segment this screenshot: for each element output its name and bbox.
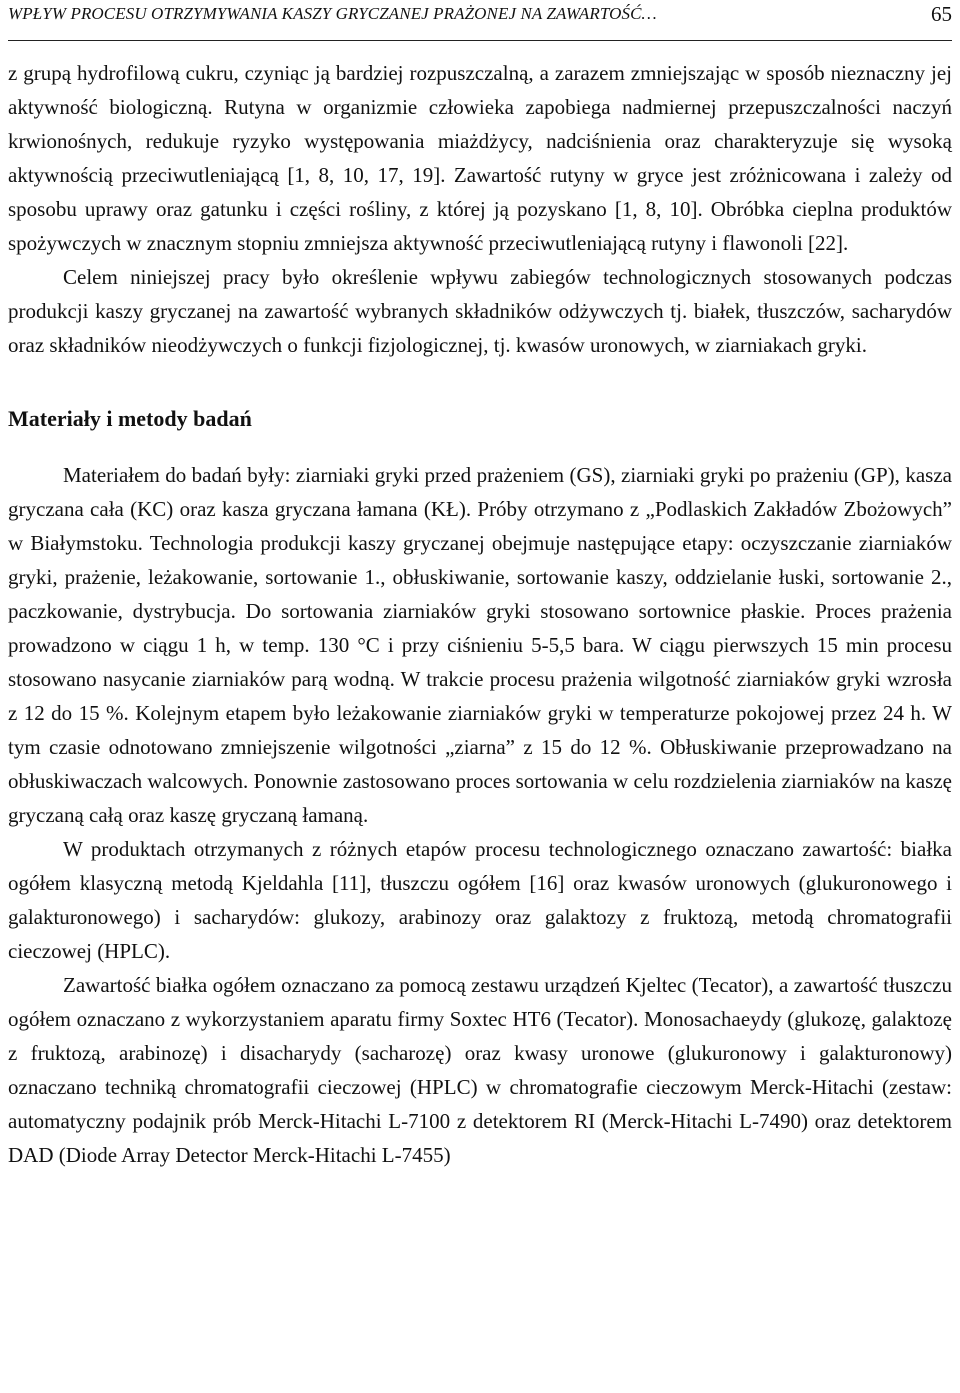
running-header xyxy=(8,0,952,41)
running-title: WPŁYW PROCESU OTRZYMYWANIA KASZY GRYCZANEJ PRAŻONEJ NA ZAWARTOŚĆ… xyxy=(8,4,657,23)
section-heading: Materiały i metody badań xyxy=(8,406,252,431)
body-paragraph: Materiałem do badań były: ziarniaki gryki przed prażeniem (GS), ziarniaki gryki po prażeniu (GP), kasza gryczana cała (KC) oraz kasza gryczana łamana (KŁ). Próby otrzymano z „Podlaskich Zakładów Zbożowych” w Białymstoku. Technologia produkcji kaszy gryczanej obejmuje następujące etapy: oczyszczanie ziarniaków gryki, prażenie, leżakowanie, sortowanie 1., obłuskiwanie, sortowanie kaszy, oddzielanie łuski, sortowanie 2., paczkowanie, dystrybucja. Do sortowania ziarniaków gryki stosowano sortownice płaskie. Proces prażenia prowadzono w ciągu 1 h, w temp. 130 °C i przy ciśnieniu 5-5,5 bara. W ciągu pierwszych 15 min procesu stosowano nasycanie ziarniaków parą wodną. W trakcie procesu prażenia wilgotność ziarniaków gryki wzrosła z 12 do 15 %. Kolejnym etapem było leżakowanie ziarniaków gryki w temperaturze pokojowej przez 24 h. W tym czasie odnotowano zmniejszenie wilgotności „ziarna” z 15 do 12 %. Obłuskiwanie przeprowadzano na obłuskiwaczach walcowych. Ponownie zastosowano proces sortowania w celu rozdzielenia ziarniaków na kaszę gryczaną całą oraz kaszę gryczaną łamaną. xyxy=(8,463,952,827)
page-number: 65 xyxy=(931,2,952,26)
body-paragraph: W produktach otrzymanych z różnych etapów procesu technologicznego oznaczano zawartość: białka ogółem klasyczną metodą Kjeldahla [11], tłuszczu ogółem [16] oraz kwasów uronowych (glukuronowego i galakturonowego) i sacharydów: glukozy, arabinozy oraz galaktozy z fruktozą, metodą chromatografii cieczowej (HPLC). xyxy=(8,837,952,963)
document-page xyxy=(8,0,952,1172)
body-paragraph: Celem niniejszej pracy było określenie wpływu zabiegów technologicznych stosowanych podczas produkcji kaszy gryczanej na zawartość wybranych składników odżywczych tj. białek, tłuszczów, sacharydów oraz składników nieodżywczych o funkcji fizjologicznej, tj. kwasów uronowych, w ziarniakach gryki. xyxy=(8,265,952,357)
intro-section xyxy=(8,56,952,362)
body-paragraph: Zawartość białka ogółem oznaczano za pomocą zestawu urządzeń Kjeltec (Tecator), a zawartość tłuszczu ogółem oznaczano z wykorzystaniem aparatu firmy Soxtec HT6 (Tecator). Monosachaeydy (glukozę, galaktozę z fruktozą, arabinozę) i disacharydy (sacharozę) oraz kwasy uronowe (glukuronowy i galakturonowy) oznaczano techniką chromatografii cieczowej (HPLC) w chromatografie cieczowym Merck-Hitachi (zestaw: automatyczny podajnik prób Merck-Hitachi L-7100 z detektorem RI (Merck-Hitachi L-7490) oraz detektorem DAD (Diode Array Detector Merck-Hitachi L-7455) xyxy=(8,973,952,1167)
methods-section xyxy=(8,458,952,1172)
body-paragraph: z grupą hydrofilową cukru, czyniąc ją bardziej rozpuszczalną, a zarazem zmniejszając w sposób nieznaczny jej aktywność biologiczną. Rutyna w organizmie człowieka zapobiega nadmiernej przepuszczalności naczyń krwionośnych, redukuje ryzyko występowania miażdżycy, nadciśnienia oraz charakteryzuje się wysoką aktywnością przeciwutleniającą [1, 8, 10, 17, 19]. Zawartość rutyny w gryce jest zróżnicowana i zależy od sposobu uprawy oraz gatunku i części rośliny, z której ją pozyskano [1, 8, 10]. Obróbka cieplna produktów spożywczych w znacznym stopniu zmniejsza aktywność przeciwutleniającą rutyny i flawonoli [22]. xyxy=(8,61,952,255)
